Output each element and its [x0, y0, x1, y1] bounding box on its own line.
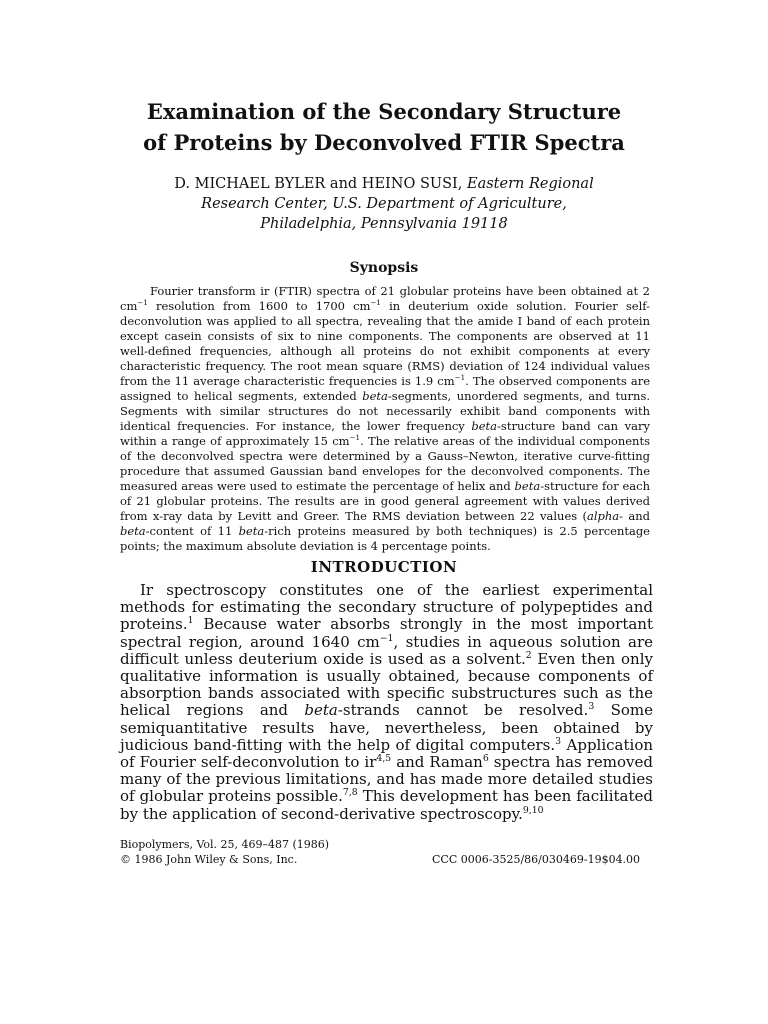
italic-term: beta: [304, 701, 338, 720]
italic-term: beta: [471, 419, 498, 433]
citation: 7,8: [342, 787, 358, 799]
italic-term: alpha: [586, 509, 620, 523]
footer-citation: [120, 837, 329, 867]
author-names: D. MICHAEL BYLER and HEINO SUSI,: [174, 176, 463, 192]
citation: 1: [187, 615, 194, 627]
author-line-3: [100, 214, 668, 234]
synopsis-part-5: -segments, unordered segments, and turns. Segments with similar structures do not necessarily exhibit band components with identical frequencies. For instance, the lower frequency: [120, 389, 650, 433]
italic-term: beta: [362, 389, 388, 403]
intro-part-2: Because water absorbs strongly in the most important spectral region, around 1640 cm: [120, 615, 653, 651]
author-line-2: [100, 194, 668, 214]
superscript: −1: [349, 433, 361, 443]
synopsis-part-8: -structure for each of 21 globular proteins. The results are in good general agreement with values derived from x-ray data by Levitt and Greer. The RMS deviation between 22 values (: [120, 479, 650, 523]
synopsis-part-11: -rich proteins measured by both techniques) is 2.5 percentage points; the maximum absolute deviation is 4 percentage points.: [120, 524, 650, 553]
affiliation-part-1: Eastern Regional: [466, 176, 594, 192]
italic-term: beta: [514, 479, 541, 493]
synopsis-part-3: in deuterium oxide solution. Fourier self-deconvolution was applied to all spectra, revealing that the amide I band of each protein except casein consists of six to nine components. The components are observed at 11 well-defined frequencies, although all proteins do not exhibit components at every characteristic frequency. The root mean square (RMS) deviation of 124 individual values from the 11 average characteristic frequencies is 1.9 cm: [120, 299, 650, 388]
intro-part-8: and Raman: [391, 753, 483, 772]
citation: 4,5: [376, 753, 392, 765]
ccc-code: CCC 0006-3525/86/030469-19$04.00: [432, 853, 641, 866]
intro-part-4: Even then only qualitative information is usually obtained, because components of absorption bands associated with specific substructures such as the helical regions and: [120, 649, 653, 720]
intro-part-9: spectra has removed many of the previous limitations, and has made more detailed studies of globular proteins possible.: [120, 753, 653, 806]
italic-term: beta: [238, 524, 265, 538]
citation: 9,10: [522, 804, 544, 816]
italic-term: beta: [120, 524, 146, 538]
journal-reference: Biopolymers, Vol. 25, 469–487 (1986): [120, 838, 330, 851]
intro-part-7: Application of Fourier self-deconvolution to ir: [120, 735, 654, 772]
synopsis-part-2: resolution from 1600 to 1700 cm: [147, 299, 371, 313]
intro-part-1: Ir spectroscopy constitutes one of the earliest experimental methods for estimating the secondary structure of polypeptides and proteins.: [120, 581, 653, 634]
synopsis-part-9: - and: [619, 509, 650, 523]
introduction-text: [120, 582, 653, 823]
superscript: −1: [137, 298, 148, 308]
intro-part-10: This development has been facilitated by the application of second-derivative spectroscopy.: [120, 787, 653, 823]
synopsis-part-6: -structure band can vary within a range of approximately 15 cm: [120, 419, 650, 448]
superscript: −1: [379, 632, 394, 644]
superscript: −1: [370, 298, 381, 308]
synopsis-part-7: . The relative areas of the individual components of the deconvolved spectra were determined by a Gauss–Newton, iterative curve-fitting procedure that assumed Gaussian band envelopes for the deconvolved components. The measured areas were used to estimate the percentage of helix and: [120, 434, 650, 493]
copyright-notice: © 1986 John Wiley & Sons, Inc.: [120, 853, 298, 866]
title-line-2: of Proteins by Deconvolved FTIR Spectra: [143, 130, 625, 155]
introduction-heading: INTRODUCTION: [310, 558, 458, 576]
citation: 2: [525, 649, 532, 661]
title-line-1: Examination of the Secondary Structure: [146, 99, 622, 124]
citation: 3: [588, 701, 595, 713]
author-block: [100, 174, 668, 234]
synopsis-part-10: -content of 11: [145, 524, 239, 538]
intro-part-3: , studies in aqueous solution are difficult unless deuterium oxide is used as a solvent.: [120, 632, 653, 668]
article-title: [100, 96, 668, 158]
synopsis-part-1: Fourier transform ir (FTIR) spectra of 21 globular proteins have been obtained at 2 cm: [120, 284, 650, 313]
affiliation-part-2: Research Center, U.S. Department of Agriculture,: [201, 196, 567, 212]
citation: 6: [482, 753, 489, 765]
author-line-1: [100, 174, 668, 194]
synopsis-heading: Synopsis: [349, 260, 419, 276]
intro-part-5: -strands cannot be resolved.: [337, 701, 589, 720]
superscript: −1: [454, 373, 466, 383]
synopsis-part-4: . The observed components are assigned to helical segments, extended: [120, 374, 650, 403]
intro-part-6: Some semiquantitative results have, nevertheless, been obtained by judicious band-fitting with the help of digital computers.: [120, 701, 654, 754]
synopsis-text: [120, 284, 650, 554]
affiliation-part-3: Philadelphia, Pennsylvania 19118: [260, 216, 508, 232]
citation: 3: [555, 735, 562, 747]
